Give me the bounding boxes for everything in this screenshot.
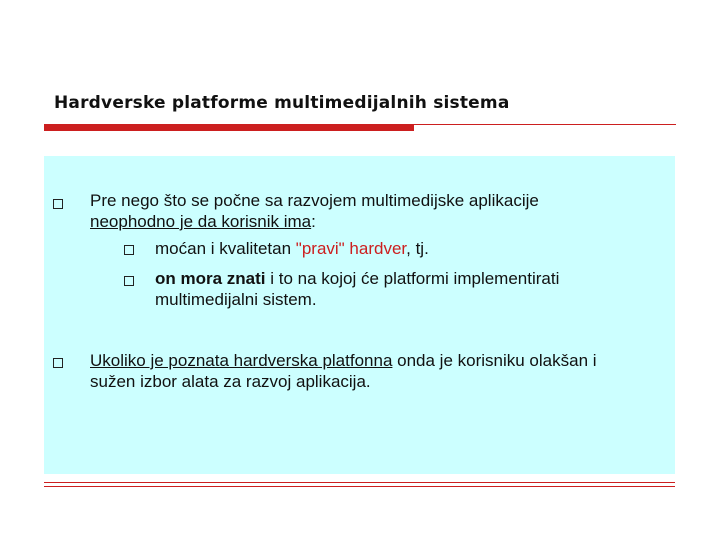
bullet-2-part2: onda je korisniku olakšan i <box>392 351 597 370</box>
sub-bullet-2-line2: multimedijalni sistem. <box>155 290 317 309</box>
bullet-2-text <box>90 350 597 392</box>
bullet-1-text <box>90 190 539 232</box>
bullet-square-icon <box>53 199 63 209</box>
sub-bullet-1-part1: moćan i kvalitetan <box>155 239 296 258</box>
sub-bullet-1-part3: , tj. <box>406 239 429 258</box>
sub-bullet-square-icon <box>124 245 134 255</box>
title-rule-red <box>44 125 414 131</box>
bottom-rule-1 <box>44 482 675 483</box>
bullet-2-underlined: Ukoliko je poznata hardverska platfonna <box>90 351 393 370</box>
sub-bullet-1-text <box>155 238 429 259</box>
sub-bullet-2-part2: i to na kojoj će platformi implementirati <box>265 269 560 288</box>
bottom-rule-2 <box>44 486 675 487</box>
bullet-1-line1: Pre nego što se počne sa razvojem multimedijske aplikacije <box>90 191 539 210</box>
slide-title: Hardverske platforme multimedijalnih sistema <box>54 93 510 113</box>
bullet-1-underlined: neophodno je da korisnik ima <box>90 212 312 231</box>
bullet-1-colon: : <box>311 212 316 231</box>
sub-bullet-1-red: "pravi" hardver <box>295 239 407 258</box>
sub-bullet-2-bold: on mora znati <box>155 269 266 288</box>
sub-bullet-2-text <box>155 268 559 310</box>
bullet-2-line2: sužen izbor alata za razvoj aplikacija. <box>90 372 371 391</box>
sub-bullet-square-icon <box>124 276 134 286</box>
bullet-square-icon <box>53 358 63 368</box>
